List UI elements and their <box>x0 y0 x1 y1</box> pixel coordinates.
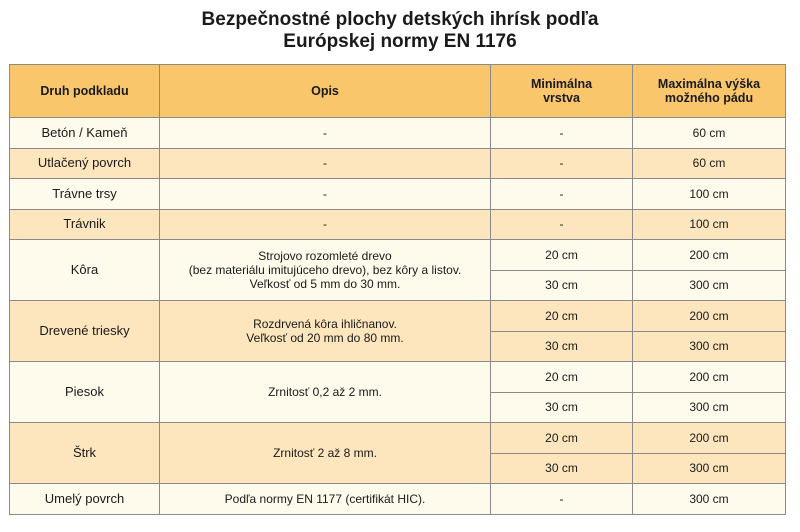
table-row <box>10 362 786 393</box>
surface-name: Drevené triesky <box>10 301 160 362</box>
surface-description: Strojovo rozomleté drevo (bez materiálu imitujúceho drevo), bez kôry a listov. Veľkosť od 5 mm do 30 mm. <box>160 240 491 301</box>
min-layer: - <box>491 148 633 179</box>
surfaces-table <box>9 64 786 515</box>
surface-name: Piesok <box>10 362 160 423</box>
table-row <box>10 179 786 210</box>
max-fall-height: 200 cm <box>633 240 786 271</box>
header-description: Opis <box>160 65 491 118</box>
page-title <box>0 0 800 51</box>
min-layer: 20 cm <box>491 362 633 393</box>
surface-name: Trávne trsy <box>10 179 160 210</box>
table-row <box>10 301 786 332</box>
title-line-2: Európskej normy EN 1176 <box>283 31 517 52</box>
surface-name: Betón / Kameň <box>10 118 160 149</box>
min-layer: - <box>491 484 633 515</box>
table-row <box>10 209 786 240</box>
surface-description: - <box>160 209 491 240</box>
table-row <box>10 240 786 271</box>
max-fall-height: 100 cm <box>633 209 786 240</box>
table-row <box>10 148 786 179</box>
max-fall-height: 300 cm <box>633 392 786 423</box>
surface-description: Podľa normy EN 1177 (certifikát HIC). <box>160 484 491 515</box>
max-fall-height: 60 cm <box>633 148 786 179</box>
min-layer: - <box>491 179 633 210</box>
surface-description: Zrnitosť 0,2 až 2 mm. <box>160 362 491 423</box>
header-row <box>10 65 786 118</box>
table-row <box>10 118 786 149</box>
min-layer: 30 cm <box>491 270 633 301</box>
surface-description: - <box>160 179 491 210</box>
max-fall-height: 300 cm <box>633 453 786 484</box>
max-fall-height: 200 cm <box>633 423 786 454</box>
min-layer: - <box>491 118 633 149</box>
surface-name: Umelý povrch <box>10 484 160 515</box>
max-fall-height: 300 cm <box>633 484 786 515</box>
surface-description: - <box>160 148 491 179</box>
surface-description: - <box>160 118 491 149</box>
min-layer: 30 cm <box>491 453 633 484</box>
max-fall-height: 200 cm <box>633 301 786 332</box>
max-fall-height: 300 cm <box>633 331 786 362</box>
header-min-layer: Minimálna vrstva <box>491 65 633 118</box>
min-layer: 20 cm <box>491 240 633 271</box>
header-type: Druh podkladu <box>10 65 160 118</box>
surface-description: Zrnitosť 2 až 8 mm. <box>160 423 491 484</box>
min-layer: 20 cm <box>491 301 633 332</box>
surface-name: Utlačený povrch <box>10 148 160 179</box>
table-row <box>10 484 786 515</box>
max-fall-height: 60 cm <box>633 118 786 149</box>
surface-name: Kôra <box>10 240 160 301</box>
surface-description: Rozdrvená kôra ihličnanov. Veľkosť od 20 mm do 80 mm. <box>160 301 491 362</box>
min-layer: 30 cm <box>491 331 633 362</box>
max-fall-height: 100 cm <box>633 179 786 210</box>
min-layer: 20 cm <box>491 423 633 454</box>
min-layer: - <box>491 209 633 240</box>
title-line-1: Bezpečnostné plochy detských ihrísk podľa <box>201 9 599 30</box>
table-row <box>10 423 786 454</box>
surface-name: Štrk <box>10 423 160 484</box>
header-max-fall-height: Maximálna výška možného pádu <box>633 65 786 118</box>
surface-name: Trávnik <box>10 209 160 240</box>
max-fall-height: 200 cm <box>633 362 786 393</box>
max-fall-height: 300 cm <box>633 270 786 301</box>
min-layer: 30 cm <box>491 392 633 423</box>
